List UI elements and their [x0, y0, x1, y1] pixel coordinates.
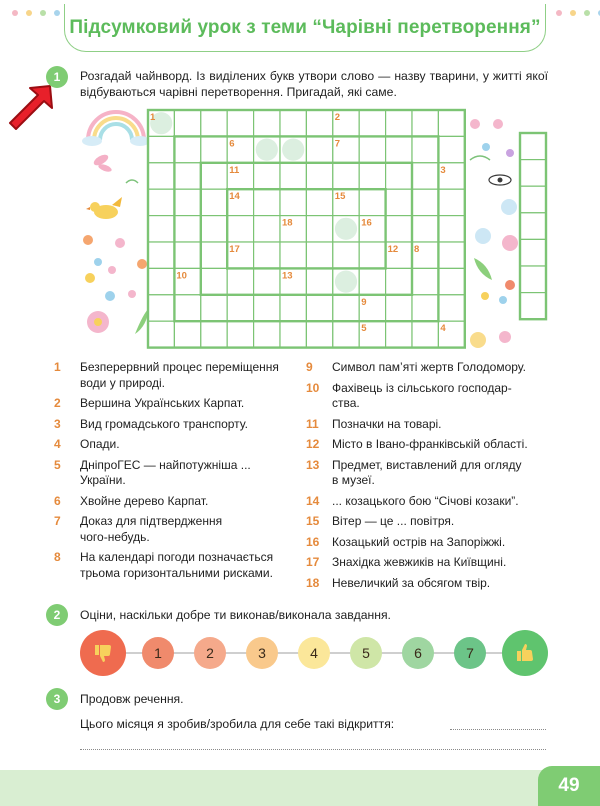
lesson-title: Підсумковий урок з теми “Чарівні перетворення” — [69, 16, 541, 38]
grid-cell[interactable] — [333, 242, 359, 268]
doodle — [126, 180, 138, 183]
grid-cell[interactable] — [386, 268, 412, 294]
highlighted-cell-marker — [256, 139, 278, 161]
grid-cell[interactable] — [254, 268, 280, 294]
grid-cell[interactable] — [438, 216, 464, 242]
grid-cell[interactable] — [386, 295, 412, 321]
answer-column — [520, 133, 546, 319]
rating-label: 3 — [258, 645, 266, 661]
task3-instruction: Продовж речення. — [80, 692, 184, 706]
grid-cell[interactable] — [412, 216, 438, 242]
clue-number: 7 — [54, 514, 61, 528]
grid-number: 6 — [229, 138, 235, 150]
thumbs-down-icon — [92, 642, 114, 664]
clue — [306, 576, 550, 592]
grid-cell[interactable] — [201, 295, 227, 321]
rating-option[interactable] — [194, 637, 226, 669]
answer-cell[interactable] — [520, 239, 546, 266]
rating-option[interactable] — [142, 637, 174, 669]
rating-option[interactable] — [246, 637, 278, 669]
clue-text: Козацький острів на Запоріжжі. — [332, 534, 506, 549]
clue-text: Символ пам’яті жертв Голодомору. — [332, 360, 526, 374]
grid-cell[interactable] — [412, 163, 438, 189]
clue-number: 15 — [306, 514, 320, 528]
rating-label: 6 — [414, 645, 422, 661]
grid-cell[interactable] — [254, 163, 280, 189]
clue-text: Вид громадського транспорту. — [80, 416, 248, 431]
grid-cell[interactable] — [333, 295, 359, 321]
rating-label: 5 — [362, 645, 370, 661]
clue-text: Опади. — [80, 437, 120, 451]
clue — [54, 360, 294, 391]
flowers-left-icon — [83, 235, 149, 334]
clue-text: Вітер — це ... повітря. — [332, 514, 455, 528]
clue — [306, 494, 550, 510]
grid-number: 14 — [229, 191, 240, 203]
rating-label: 2 — [206, 645, 214, 661]
grid-cell[interactable] — [227, 268, 253, 294]
grid-cell[interactable] — [280, 242, 306, 268]
grid-cell[interactable] — [148, 321, 174, 347]
grid-cell[interactable] — [254, 321, 280, 347]
grid-cell[interactable] — [386, 110, 412, 136]
clue — [306, 437, 550, 453]
rating-option[interactable] — [402, 637, 434, 669]
grid-cell[interactable] — [201, 163, 227, 189]
grid-cell[interactable] — [201, 268, 227, 294]
rating-option[interactable] — [454, 637, 486, 669]
clue — [54, 514, 294, 545]
grid-cell[interactable] — [174, 163, 200, 189]
grid-cell[interactable] — [227, 295, 253, 321]
clue-number: 11 — [306, 416, 319, 431]
grid-cell[interactable] — [148, 242, 174, 268]
grid-cell[interactable] — [280, 295, 306, 321]
grid-cell[interactable] — [148, 163, 174, 189]
grid-cell[interactable] — [174, 321, 200, 347]
task1-instruction: Розгадай чайнворд. Із виділених букв утвори слово — назву тварини, у житті якої відбуваються чарівні перетворення. Пригадай, які саме. — [80, 69, 548, 99]
clue-text: Безперервний процес переміщення води у природі. — [80, 360, 279, 390]
clue-number: 5 — [54, 457, 61, 472]
rating-label: 4 — [310, 645, 318, 661]
grid-number: 9 — [361, 296, 367, 308]
eye-icon — [489, 175, 511, 185]
crossword-grid — [148, 110, 465, 348]
grid-cell[interactable] — [412, 321, 438, 347]
clue-text: Невеличкий за обсягом твір. — [332, 575, 491, 590]
grid-cell[interactable] — [254, 110, 280, 136]
grid-cell[interactable] — [201, 136, 227, 162]
grid-cell[interactable] — [254, 189, 280, 215]
grid-number: 12 — [387, 244, 399, 255]
clue — [306, 381, 550, 412]
grid-cell[interactable] — [174, 242, 200, 268]
grid-cell[interactable] — [280, 189, 306, 215]
rating-option[interactable] — [350, 637, 382, 669]
clue — [54, 437, 294, 453]
clue — [54, 417, 294, 433]
task-number-3: 3 — [46, 688, 68, 710]
clue-number: 3 — [54, 416, 61, 431]
clue — [54, 494, 294, 510]
highlighted-cell-marker — [282, 139, 304, 161]
grid-number: 17 — [229, 244, 240, 255]
grid-cell[interactable] — [148, 268, 174, 294]
grid-number: 7 — [334, 138, 341, 150]
clues-left — [54, 360, 294, 586]
grid-number: 5 — [361, 323, 367, 335]
grid-cell[interactable] — [306, 110, 332, 136]
grid-cell[interactable] — [174, 110, 200, 136]
grid-cell[interactable] — [386, 163, 412, 189]
grid-cell[interactable] — [254, 295, 280, 321]
grid-cell[interactable] — [174, 136, 200, 162]
clues-right — [306, 360, 550, 596]
thumbs-up-button[interactable] — [502, 630, 548, 676]
grid-cell[interactable] — [412, 189, 438, 215]
clue-number: 8 — [54, 550, 61, 564]
grid-cell[interactable] — [201, 242, 227, 268]
grid-cell[interactable] — [412, 295, 438, 321]
grid-number: 18 — [282, 217, 293, 229]
grid-cell[interactable] — [412, 268, 438, 294]
clue-number: 13 — [306, 457, 320, 472]
grid-cell[interactable] — [412, 136, 438, 162]
answer-cell[interactable] — [520, 266, 546, 293]
grid-cell[interactable] — [359, 242, 385, 268]
grid-cell[interactable] — [359, 136, 385, 162]
answer-cell[interactable] — [520, 213, 546, 240]
grid-cell[interactable] — [280, 321, 306, 347]
rainbow-icon — [82, 112, 150, 146]
clue-text: Знахідка жевжиків на Київщині. — [332, 555, 507, 569]
grid-cell[interactable] — [148, 295, 174, 321]
clue-text: ДніпроГЕС — найпотужніша ... України. — [80, 457, 251, 487]
grid-number: 4 — [440, 323, 446, 335]
grid-number: 11 — [229, 164, 240, 176]
grid-cell[interactable] — [174, 189, 200, 215]
highlighted-cell-marker — [335, 271, 357, 293]
grid-cell[interactable] — [438, 110, 464, 136]
grid-cell[interactable] — [438, 189, 464, 215]
grid-cell[interactable] — [227, 110, 253, 136]
answer-cell[interactable] — [520, 160, 546, 187]
rating-label: 7 — [466, 645, 474, 661]
grid-cell[interactable] — [306, 163, 332, 189]
answer-cell[interactable] — [520, 133, 546, 160]
answer-line[interactable] — [450, 729, 546, 730]
grid-cell[interactable] — [386, 189, 412, 215]
grid-number: 3 — [440, 164, 446, 176]
grid-cell[interactable] — [386, 136, 412, 162]
bottom-band — [0, 770, 600, 806]
task2-instruction: Оціни, наскільки добре ти виконав/виконала завдання. — [80, 608, 391, 622]
grid-cell[interactable] — [201, 110, 227, 136]
grid-cell[interactable] — [306, 268, 332, 294]
clue — [306, 535, 550, 551]
grid-cell[interactable] — [148, 136, 174, 162]
task-number-2: 2 — [46, 604, 68, 626]
grid-cell[interactable] — [227, 216, 253, 242]
grid-cell[interactable] — [333, 321, 359, 347]
grid-cell[interactable] — [148, 189, 174, 215]
grid-cell[interactable] — [306, 321, 332, 347]
flowers-right-icon — [470, 119, 518, 348]
answer-line[interactable] — [80, 749, 546, 750]
clue-text: Позначки на товарі. — [332, 416, 442, 431]
rating-label: 1 — [154, 645, 162, 661]
grid-number: 1 — [150, 112, 156, 123]
grid-cell[interactable] — [438, 136, 464, 162]
grid-cell[interactable] — [359, 189, 385, 215]
highlighted-cell-marker — [335, 218, 357, 240]
clue-number: 10 — [306, 380, 320, 395]
clue — [306, 417, 550, 433]
page-number: 49 — [558, 775, 580, 796]
page-number-box — [538, 766, 600, 806]
dragonfly-icon — [92, 153, 113, 174]
grid-cell[interactable] — [306, 136, 332, 162]
clue-number: 9 — [306, 360, 313, 374]
grid-cell[interactable] — [201, 189, 227, 215]
grid-number: 8 — [414, 244, 420, 255]
rating-option[interactable] — [298, 637, 330, 669]
clue-text: Місто в Івано-франківській області. — [332, 437, 528, 451]
grid-number: 13 — [282, 270, 293, 282]
thumbs-down-button[interactable] — [80, 630, 126, 676]
grid-cell[interactable] — [174, 295, 200, 321]
grid-cell[interactable] — [148, 216, 174, 242]
thumbs-up-icon — [514, 642, 536, 664]
grid-number: 16 — [361, 217, 372, 229]
grid-cell[interactable] — [280, 163, 306, 189]
clue — [306, 555, 550, 571]
grid-cell[interactable] — [280, 110, 306, 136]
grid-number: 15 — [334, 191, 346, 203]
clue — [306, 458, 550, 489]
grid-cell[interactable] — [412, 110, 438, 136]
answer-cell[interactable] — [520, 293, 546, 320]
grid-cell[interactable] — [306, 189, 332, 215]
grid-cell[interactable] — [438, 242, 464, 268]
grid-cell[interactable] — [359, 110, 385, 136]
grid-cell[interactable] — [359, 163, 385, 189]
grid-cell[interactable] — [438, 295, 464, 321]
clue-text: На календарі погоди позначається трьома горизонтальними рисками. — [80, 550, 274, 580]
clue-number: 6 — [54, 493, 61, 508]
clue-number: 17 — [306, 555, 320, 569]
grid-cell[interactable] — [254, 216, 280, 242]
clue-number: 14 — [306, 493, 320, 508]
grid-cell[interactable] — [201, 321, 227, 347]
grid-cell[interactable] — [438, 268, 464, 294]
grid-cell[interactable] — [306, 295, 332, 321]
grid-cell[interactable] — [227, 321, 253, 347]
clue-number: 2 — [54, 396, 61, 410]
grid-number: 2 — [334, 112, 341, 123]
answer-cell[interactable] — [520, 186, 546, 213]
clue-text: Предмет, виставлений для огляду в музеї. — [332, 457, 522, 487]
grid-cell[interactable] — [386, 216, 412, 242]
crossword-illustration — [0, 0, 600, 360]
grid-cell[interactable] — [254, 242, 280, 268]
grid-cell[interactable] — [201, 216, 227, 242]
clue-number: 16 — [306, 534, 320, 549]
bird-icon — [86, 197, 122, 219]
grid-number: 10 — [176, 270, 187, 282]
clue — [306, 360, 550, 376]
clue-number: 1 — [54, 360, 61, 374]
clue — [306, 514, 550, 530]
clue-number: 18 — [306, 575, 320, 590]
clue-number: 4 — [54, 437, 61, 451]
grid-cell[interactable] — [386, 321, 412, 347]
clue-text: Фахівець із сільського господарства. — [332, 380, 512, 410]
clue — [54, 396, 294, 412]
clue-text: Доказ для підтвердження чого-небудь. — [80, 514, 223, 544]
grid-cell[interactable] — [306, 216, 332, 242]
grid-cell[interactable] — [174, 216, 200, 242]
clue-text: ... козацького бою “Січові козаки”. — [332, 493, 519, 508]
clue-text: Вершина Українських Карпат. — [80, 396, 245, 410]
grid-cell[interactable] — [359, 268, 385, 294]
grid-cell[interactable] — [306, 242, 332, 268]
grid-cell[interactable] — [333, 163, 359, 189]
clue — [54, 458, 294, 489]
clue-number: 12 — [306, 437, 320, 451]
task-number-1: 1 — [46, 66, 68, 88]
clue — [54, 550, 294, 581]
task3-sentence: Цього місяця я зробив/зробила для себе такі відкриття: — [80, 717, 395, 731]
clue-text: Хвойне дерево Карпат. — [80, 493, 209, 508]
